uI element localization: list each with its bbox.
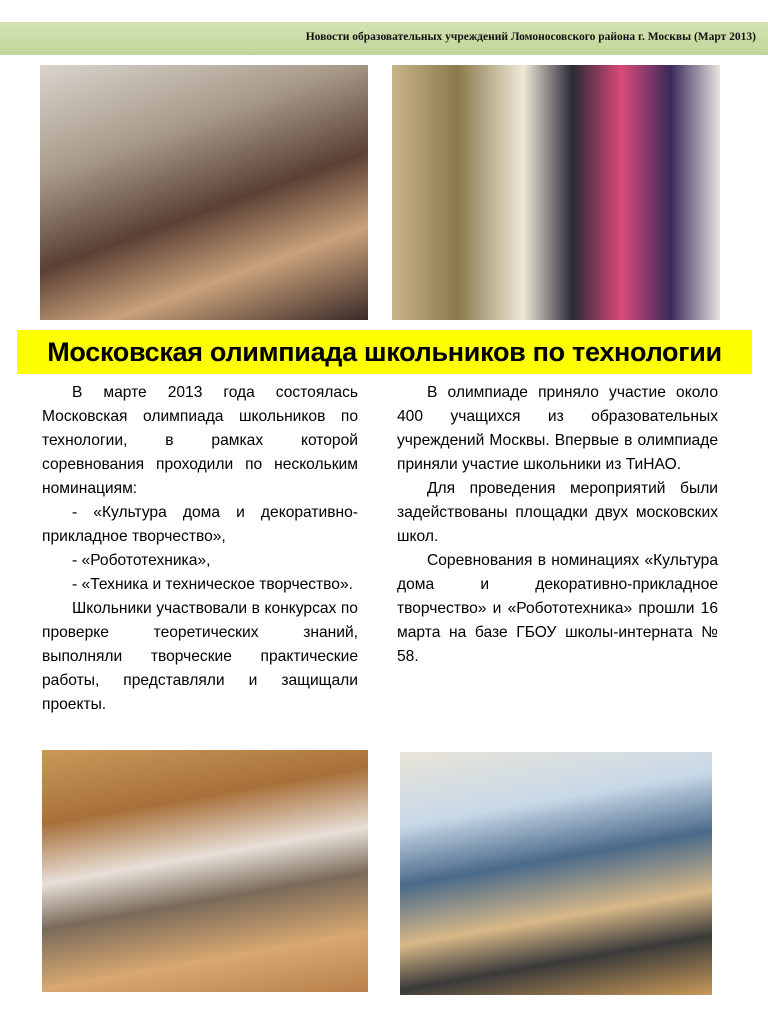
article-left-column: [42, 381, 358, 717]
article-right-column: [397, 381, 718, 669]
photo-students-with-paintings: [392, 65, 720, 320]
photo-robotics-classroom: [400, 752, 712, 995]
photo-crafts-workshop: [42, 750, 368, 992]
newsletter-header: [0, 22, 768, 55]
paragraph: Школьники участвовали в конкурсах по проверке теоретических знаний, выполняли творческие практические работы, представляли и защищали проекты.: [42, 600, 358, 713]
newsletter-title: Новости образовательных учреждений Ломоносовского района г. Москвы (Март 2013): [305, 31, 756, 43]
paragraph: - «Робототехника»,: [72, 552, 211, 569]
paragraph: Соревнования в номинациях «Культура дома и декоративно-прикладное творчество» и «Робототехника» прошли 16 марта на базе ГБОУ школы-интерната № 58.: [397, 552, 718, 665]
paragraph: - «Культура дома и декоративно-прикладное творчество»,: [42, 504, 358, 545]
photo-jury-and-audience: [40, 65, 368, 320]
paragraph: - «Техника и техническое творчество».: [72, 576, 353, 593]
article-title-banner: [17, 330, 752, 374]
paragraph: В марте 2013 года состоялась Московская олимпиада школьников по технологии, в рамках которой соревнования проходили по нескольким номинациям:: [42, 384, 358, 497]
paragraph: Для проведения мероприятий были задействованы площадки двух московских школ.: [397, 480, 718, 545]
article-title: Московская олимпиада школьников по технологии: [47, 337, 722, 367]
paragraph: В олимпиаде приняло участие около 400 учащихся из образовательных учреждений Москвы. Впервые в олимпиаде приняли участие школьники из ТиНАО.: [397, 384, 718, 473]
